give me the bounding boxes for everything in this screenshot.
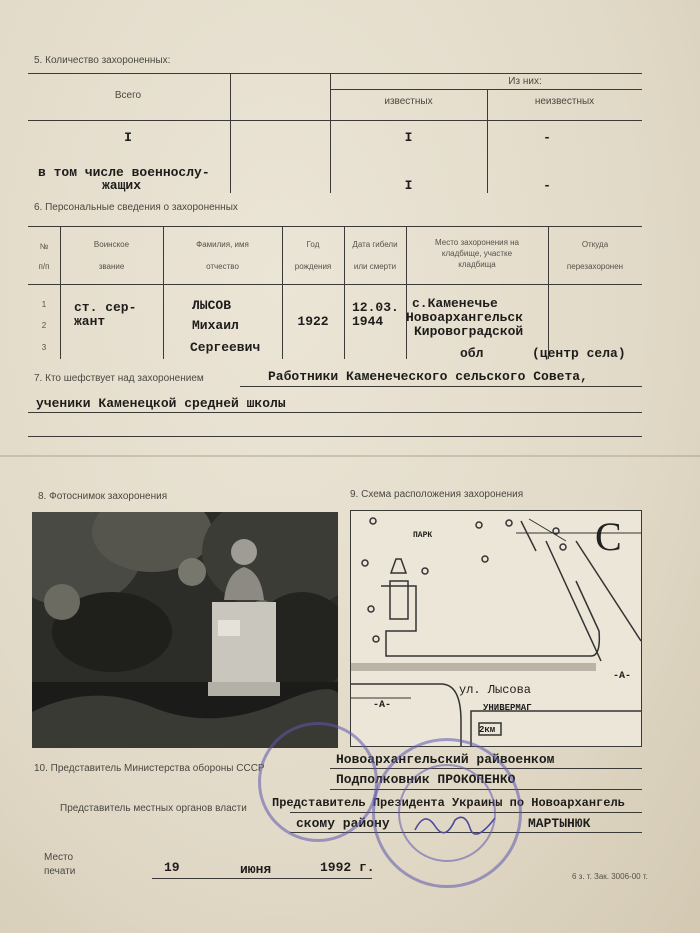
table5-subheader-line	[330, 89, 642, 90]
local-rep-line-2: скому району	[296, 816, 390, 831]
military-unknown-value: -	[543, 178, 551, 193]
burial-photo	[32, 512, 338, 748]
death-date-value-2: 1944	[352, 314, 384, 329]
compass-north-label: С	[595, 514, 622, 559]
local-authority-label: Представитель местных органов власти	[60, 803, 247, 814]
surname-value: ЛЫСОВ	[192, 298, 232, 313]
header-death-2: или смерти	[353, 262, 397, 271]
header-year: Год	[306, 240, 320, 249]
military-label: в том числе военнослу-	[38, 165, 210, 180]
memorial-photo-image	[32, 512, 338, 748]
header-num-2: п/п	[38, 262, 50, 271]
col-unknown-header: неизвестных	[534, 96, 595, 107]
known-value: I	[404, 130, 413, 145]
col-total-header: Всего	[114, 90, 142, 101]
place-value-5: (центр села)	[532, 346, 626, 361]
row-num-1: 1	[41, 300, 47, 309]
military-known-value: I	[404, 178, 413, 193]
section10-title: 10. Представитель Министерства обороны СССР	[34, 763, 265, 774]
scheme-marker-a2: -А-	[613, 671, 632, 682]
row-num-2: 2	[41, 321, 47, 330]
local-rep-line-1: Представитель Президента Украины по Новоархангель	[272, 796, 625, 810]
firstname-value: Михаил	[192, 318, 239, 333]
header-place: Место захоронения на	[435, 238, 519, 247]
col-of-them-header: Из них:	[508, 76, 542, 87]
unknown-value: -	[543, 130, 551, 145]
patron-line-1: Работники Каменеческого сельского Совета,	[268, 369, 588, 384]
scheme-distance-label: 2км	[479, 725, 496, 735]
scheme-park-label: ПАРК	[413, 531, 433, 540]
underline	[28, 436, 642, 437]
header-place-2: кладбище, участке	[441, 249, 513, 258]
header-from: Откуда	[581, 240, 609, 249]
patronymic-value: Сергеевич	[190, 340, 261, 355]
date-day: 19	[164, 860, 180, 875]
place-value: с.Каменечье	[412, 296, 498, 311]
header-place-3: кладбища	[458, 260, 496, 269]
section9-title: 9. Схема расположения захоронения	[350, 489, 524, 500]
place-value-2: Новоархангельск	[406, 310, 524, 325]
birth-year-value: 1922	[297, 314, 329, 329]
seal-place-label: Место	[44, 852, 74, 863]
header-death: Дата гибели	[352, 240, 398, 249]
table5-top-border	[28, 73, 642, 74]
header-rank-2: звание	[98, 262, 125, 271]
section6-title: 6. Персональные сведения о захороненных	[34, 202, 238, 213]
table5-divider	[230, 73, 231, 193]
official-stamp-inner	[398, 764, 496, 862]
ministry-rep-line-1: Новоархангельский райвоенком	[336, 752, 555, 767]
underline	[28, 412, 642, 413]
place-value-4: обл	[460, 346, 484, 361]
table6-header-bottom	[28, 284, 642, 285]
col-known-header: известных	[384, 96, 433, 107]
section7-title: 7. Кто шефствует над захоронением	[34, 373, 204, 384]
header-rank: Воинское	[93, 240, 130, 249]
table5-header-bottom	[28, 120, 642, 121]
date-year: 1992 г.	[320, 860, 375, 875]
table6-top-border	[28, 226, 642, 227]
underline	[152, 878, 372, 879]
underline	[240, 386, 642, 387]
death-date-value: 12.03.	[352, 300, 399, 315]
total-value: I	[124, 130, 132, 145]
section8-title: 8. Фотоснимок захоронения	[38, 491, 168, 502]
rank-value-2: жант	[74, 314, 106, 329]
place-value-3: Кировоградской	[414, 324, 524, 339]
rank-value: ст. сер-	[74, 300, 137, 315]
header-year-2: рождения	[294, 262, 332, 271]
scheme-store-label: УНИВЕРМАГ	[483, 703, 532, 713]
patron-line-2: ученики Каменецкой средней школы	[36, 396, 286, 411]
military-label-2: жащих	[102, 178, 142, 193]
ministry-rep-line-2: Подполковник ПРОКОПЕНКО	[336, 772, 516, 787]
date-month: июня	[240, 862, 272, 877]
fold-line	[0, 455, 700, 457]
official-stamp-left	[258, 722, 378, 842]
location-scheme	[350, 510, 642, 747]
print-code: 6 з. т. Зак. 3006-00 т.	[572, 872, 648, 881]
scheme-marker-a1: -А-	[373, 700, 392, 711]
header-from-2: перезахоронен	[566, 262, 624, 271]
header-num: №	[39, 242, 49, 251]
header-name-2: отчество	[206, 262, 239, 271]
seal-place-label-2: печати	[44, 866, 76, 877]
section5-title: 5. Количество захороненных:	[34, 55, 171, 66]
scheme-street-label: ул. Лысова	[459, 683, 532, 697]
header-name: Фамилия, имя	[196, 240, 249, 249]
row-num-3: 3	[41, 343, 47, 352]
local-rep-name: МАРТЫНЮК	[528, 816, 591, 831]
